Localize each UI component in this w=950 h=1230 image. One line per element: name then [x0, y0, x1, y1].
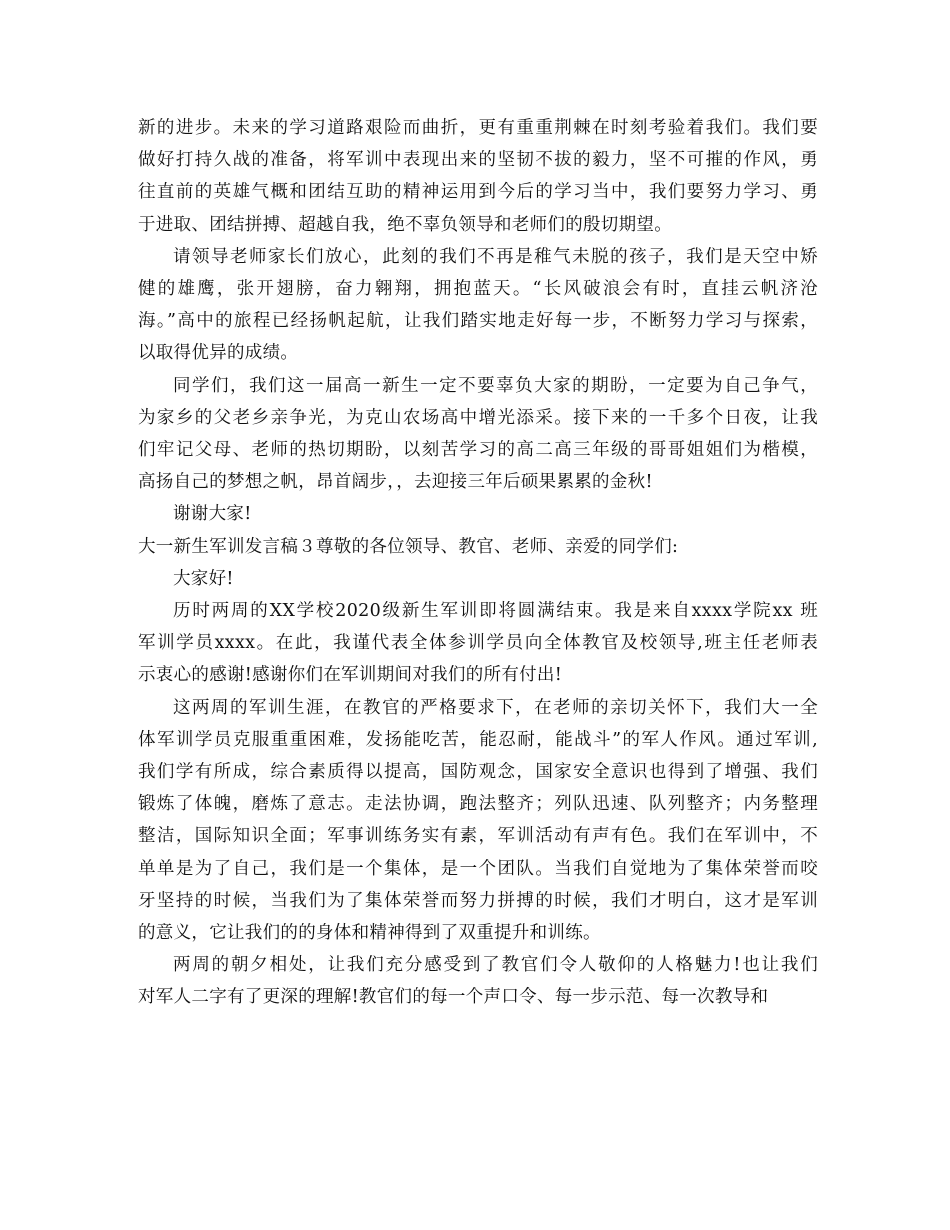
text-line: 单单是为了自己，我们是一个集体，是一个团队。当我们自觉地为了集体荣誉而咬: [138, 858, 818, 879]
text-line: 往直前的英雄气概和团结互助的精神运用到今后的学习当中，我们要努力学习、勇: [138, 182, 818, 203]
text-line: 大家好!: [173, 568, 234, 589]
text-line: 锻炼了体魄，磨炼了意志。走法协调，跑法整齐；列队迅速、队列整齐；内务整理: [138, 794, 818, 815]
paragraph: [138, 370, 818, 499]
text-line: 健的雄鹰，张开翅膀，奋力翱翔，拥抱蓝天。“长风破浪会有时，直挂云帆济沧: [138, 279, 818, 300]
text-line: 做好打持久战的准备，将军训中表现出来的坚韧不拔的毅力，坚不可摧的作风，勇: [138, 150, 818, 171]
text-line: 的意义，它让我们的的身体和精神得到了双重提升和训练。: [138, 923, 601, 944]
text-line: 谢谢大家!: [173, 504, 252, 525]
text-line: 两周的朝夕相处，让我们充分感受到了教官们令人敬仰的人格魅力!也让我们: [173, 955, 818, 976]
paragraph: [138, 498, 818, 530]
text-line: 对军人二字有了更深的理解!教官们的每一个声口令、每一步示范、每一次教导和: [138, 987, 769, 1008]
text-line: 以取得优异的成绩。: [138, 343, 299, 364]
text-line: 于进取、团结拼搏、超越自我，绝不辜负领导和老师们的殷切期望。: [138, 214, 672, 235]
text-line: 同学们，我们这一届高一新生一定不要辜负大家的期盼，一定要为自己争气，: [173, 375, 818, 396]
paragraph: [138, 595, 818, 692]
text-line: 历时两周的XX学校2020级新生军训即将圆满结束。我是来自xxxx学院xx 班: [173, 601, 818, 622]
paragraph: [138, 563, 818, 595]
text-line: 为家乡的父老乡亲争光，为克山农场高中增光添采。接下来的一千多个日夜，让我: [138, 407, 818, 428]
text-line: 体军训学员克服重重困难，发扬能吃苦，能忍耐，能战斗”的军人作风。通过军训,: [138, 729, 818, 750]
text-line: 整洁，国际知识全面；军事训练务实有素，军训活动有声有色。我们在军训中，不: [138, 826, 818, 847]
document-body: [138, 112, 818, 1014]
paragraph: [138, 112, 818, 241]
text-line: 海。”高中的旅程已经扬帆起航，让我们踏实地走好每一步，不断努力学习与探索，: [138, 311, 818, 332]
text-line: 新的进步。未来的学习道路艰险而曲折，更有重重荆棘在时刻考验着我们。我们要: [138, 118, 818, 138]
text-line: 这两周的军训生涯，在教官的严格要求下，在老师的亲切关怀下，我们大一全: [173, 697, 818, 718]
paragraph: [138, 531, 818, 563]
paragraph: [138, 241, 818, 370]
paragraph: [138, 692, 818, 950]
text-line: 们牢记父母、老师的热切期盼，以刻苦学习的高二高三年级的哥哥姐姐们为楷模，: [138, 440, 818, 461]
text-line: 示衷心的感谢!感谢你们在军训期间对我们的所有付出!: [138, 665, 563, 686]
text-line: 我们学有所成，综合素质得以提高，国防观念，国家安全意识也得到了增强、我们: [138, 762, 818, 783]
text-line: 军训学员xxxx。在此，我谨代表全体参训学员向全体教官及校领导,班主任老师表: [138, 633, 818, 654]
paragraph: [138, 949, 818, 1013]
text-line: 高扬自己的梦想之帆，昂首阔步，，去迎接三年后硕果累累的金秋!: [138, 472, 653, 493]
text-line: 牙坚持的时候，当我们为了集体荣誉而努力拼搏的时候，我们才明白，这才是军训: [138, 890, 818, 911]
text-line: 大一新生军训发言稿３尊敬的各位领导、教官、老师、亲爱的同学们:: [138, 536, 679, 557]
text-line: 请领导老师家长们放心，此刻的我们不再是稚气未脱的孩子，我们是天空中矫: [173, 246, 818, 267]
